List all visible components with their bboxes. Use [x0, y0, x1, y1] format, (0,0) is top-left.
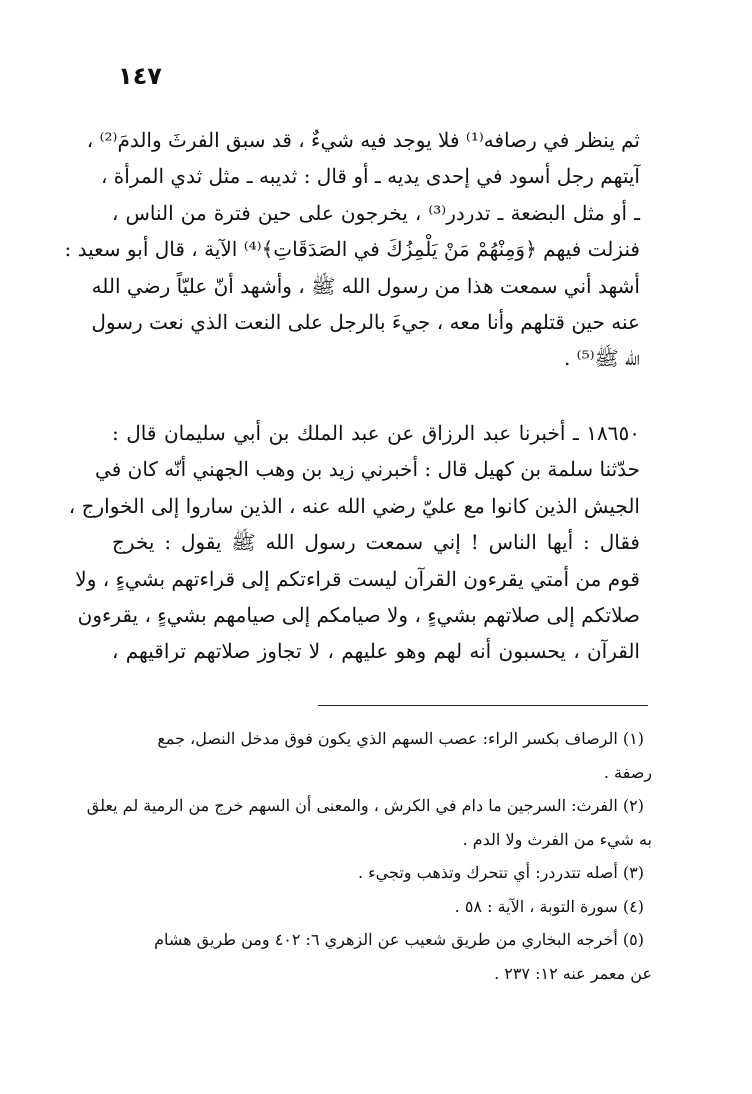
text-line: أشهد أني سمعت هذا من رسول الله ﷺ ، وأشهد أنّ عليّاً رضي الله	[91, 273, 640, 298]
text-line: الجيش الذين كانوا مع عليّ رضي الله عنه ، الذين ساروا إلى الخوارج ،	[68, 493, 640, 518]
footnote-line: به شيء من الفرث ولا الدم .	[462, 829, 652, 849]
footnote-line: عن معمر عنه ١٢: ٢٣٧ .	[494, 963, 652, 983]
text-line: ١٨٦٥٠ ـ أخبرنا عبد الرزاق عن عبد الملك بن أبي سليمان قال :	[112, 421, 640, 445]
footnote-line: (٣) أصله تتدردر: أي تتحرك وتذهب وتجيء .	[357, 863, 644, 882]
text-line: آيتهم رجل أسود في إحدى يديه ـ أو قال : ثديبه ـ مثل ثدي المرأة ،	[100, 164, 640, 189]
text-line: فقال : أيها الناس ! إني سمعت رسول الله ﷺ يقول : يخرج	[112, 530, 640, 555]
text-line: قوم من أمتي يقرءون القرآن ليست قراءتكم إلى قراءتهم بشيءٍ ، ولا	[75, 566, 640, 591]
footnote-line: (٢) الفرث: السرجين ما دام في الكرش ، والمعنى أن السهم خرج من الرمية لم يعلق	[86, 796, 644, 815]
footnote-line: (١) الرصاف بكسر الراء: عصب السهم الذي يكون فوق مدخل النصل، جمع	[157, 729, 644, 748]
text-line: عنه حين قتلهم وأنا معه ، جيءَ بالرجل على النعت الذي نعت رسول	[91, 309, 640, 334]
text-line: صلاتكم إلى صلاتهم بشيءٍ ، ولا صيامكم إلى صيامهم بشيءٍ ، يقرءون	[77, 602, 640, 627]
page-number: ١٤٧	[118, 62, 162, 90]
main-paragraph-1	[64, 122, 641, 377]
main-paragraph-2	[68, 415, 640, 670]
footnotes	[86, 722, 652, 990]
text-line: الله ﷺ⁽⁵⁾ .	[563, 346, 640, 371]
footnote-line: (٥) أخرجه البخاري من طريق شعيب عن الزهري ٦: ٤٠٢ ومن طريق هشام	[154, 930, 644, 949]
text-line: فنزلت فيهم ﴿وَمِنْهُمْ مَنْ يَلْمِزُكَ في الصَدَقَاتِ﴾⁽⁴⁾ الآية ، قال أبو سعيد :	[64, 237, 640, 262]
footnote-line: (٤) سورة التوبة ، الآية : ٥٨ .	[454, 896, 644, 916]
footnote-divider	[318, 705, 648, 706]
text-line: ثم ينظر في رصافه⁽¹⁾ فلا يوجد فيه شيءٌ ، قد سبق الفرثَ والدمَ⁽²⁾ ،	[86, 128, 640, 152]
text-line: ـ أو مثل البضعة ـ تدردر⁽³⁾ ، يخرجون على حين فترة من الناس ،	[112, 200, 641, 225]
text-line: القرآن ، يحسبون أنه لهم وهو عليهم ، لا تجاوز صلاتهم تراقيهم ،	[112, 639, 640, 664]
text-line: حدّثنا سلمة بن كهيل قال : أخبرني زيد بن وهب الجهني أنّه كان في	[95, 457, 640, 482]
footnote-line: رصفة .	[603, 762, 652, 782]
